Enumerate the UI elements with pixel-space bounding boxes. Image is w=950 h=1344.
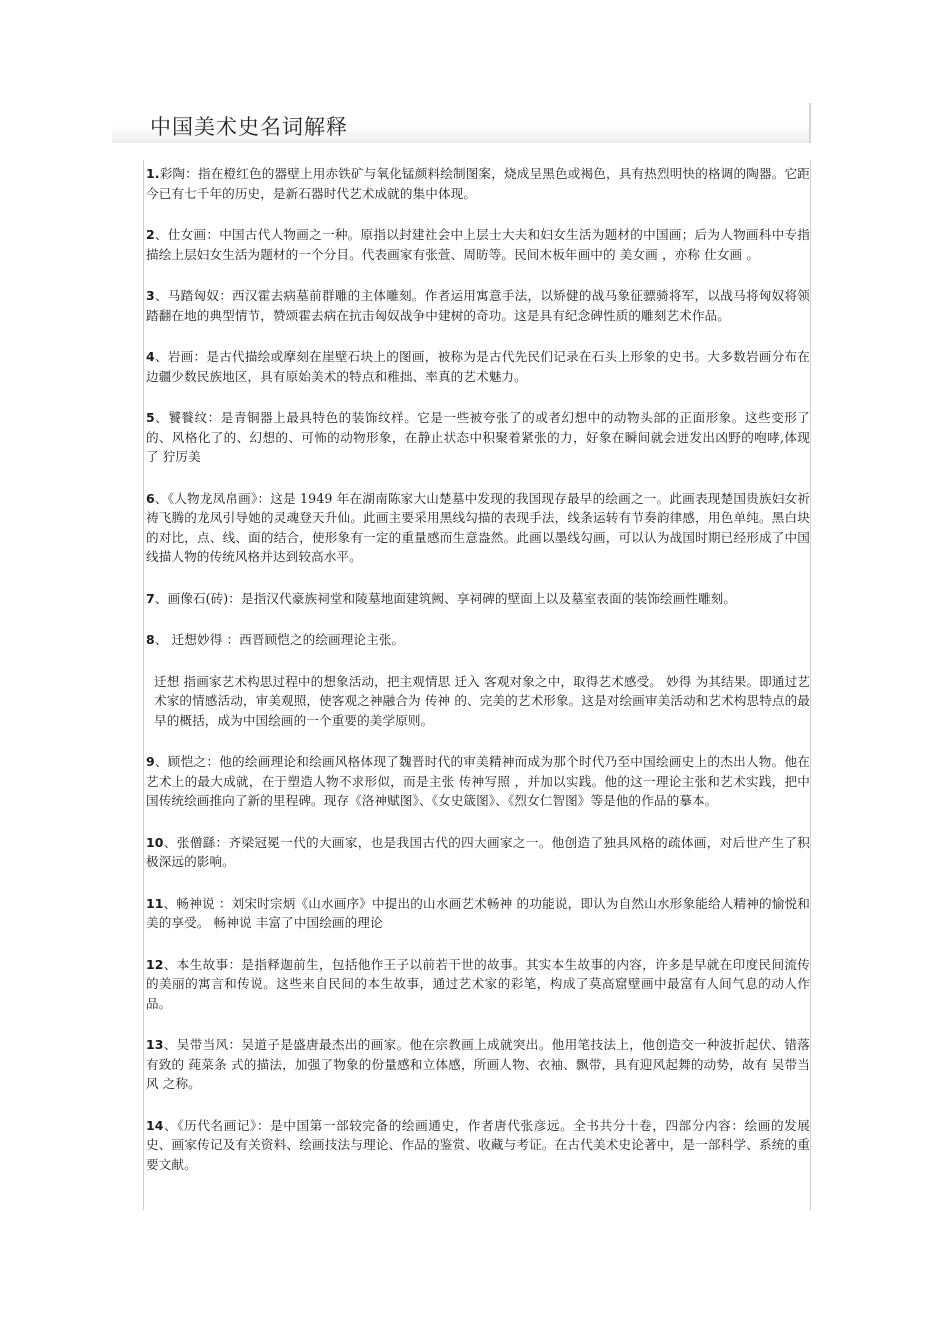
entry-5: [146, 408, 810, 467]
entry-text: 、顾恺之：他的绘画理论和绘画风格体现了魏晋时代的审美精神而成为那个时代乃至中国绘画史上的杰出人物。他在艺术上的最大成就，在于塑造人物不求形似，而是主张 传神写照 ，并加以实践。他的这一理论主张和艺术实践，把中国传统绘画推向了新的里程碑。现存《洛神赋图》、《女史箴图》、《烈女仁智图》等是他的作品的摹本。: [146, 754, 810, 808]
entry-text: 、仕女画：中国古代人物画之一种。原指以封建社会中上层士大夫和妇女生活为题材的中国画；后为人物画科中专指描绘上层妇女生活为题材的一个分目。代表画家有张萱、周昉等。民间木板年画中的 美女画 ，亦称 仕女画 。: [146, 227, 810, 262]
entry-text: 、畅神说 ：刘宋时宗炳《山水画序》中提出的山水画艺术畅神 的功能说，即认为自然山水形象能给人精神的愉悦和美的享受。 畅神说 丰富了中国绘画的理论: [146, 895, 810, 930]
entry-14: [146, 1116, 810, 1175]
document-body: [143, 160, 811, 1210]
entry-number: 7: [146, 590, 155, 606]
entry-8-detail: [146, 672, 810, 731]
entry-number: 8: [146, 632, 155, 647]
entry-11: [146, 894, 810, 933]
entry-9: [146, 752, 810, 811]
entry-number: 14: [146, 1117, 164, 1133]
entry-6: [146, 489, 810, 567]
entry-8: [146, 630, 810, 650]
entry-13: [146, 1035, 810, 1094]
entry-number: 5: [146, 410, 155, 425]
entry-4: [146, 347, 810, 386]
title-bar: [112, 103, 811, 143]
entry-2: [146, 225, 810, 264]
entry-number: 4: [146, 349, 155, 364]
entry-number: 9: [146, 754, 155, 769]
entry-7: [146, 589, 810, 609]
entry-12: [146, 955, 810, 1014]
entry-number: 3: [146, 288, 155, 303]
entry-text: 、饕餮纹：是青铜器上最具特色的装饰纹样。它是一些被夸张了的或者幻想中的动物头部的正面形象。这些变形了的、风格化了的、幻想的、可怖的动物形象，在静止状态中积聚着紧张的力，好象在瞬间就会迸发出凶野的咆哮,体现了 狞厉美: [146, 410, 810, 464]
entry-text: 、《人物龙凤帛画》：这是 1949 年在湖南陈家大山楚墓中发现的我国现存最早的绘画之一。此画表现楚国贵族妇女祈祷飞腾的龙凤引导她的灵魂登天升仙。此画主要采用黑线勾描的表现手法，线条运转有节奏韵律感，用色单纯。黑白块的对比，点、线、面的结合，使形象有一定的重量感而生意盎然。此画以墨线勾画，可以认为战国时期已经形成了中国线描人物的传统风格并达到较高水平。: [146, 490, 810, 564]
entry-text: 迁想 指画家艺术构思过程中的想象活动，把主观情思 迁入 客观对象之中，取得艺术感受。 妙得 为其结果。即通过艺术家的情感活动，审美观照，使客观之神融合为 传神 的、完美的艺术形象。这是对绘画审美活动和艺术构思特点的最早的概括，成为中国绘画的一个重要的美学原则。: [154, 673, 810, 728]
entry-text: 彩陶：指在橙红色的器壁上用赤铁矿与氧化锰颜料绘制图案，烧成呈黑色或褐色，具有热烈明快的格调的陶器。它距今已有七千年的历史，是新石器时代艺术成就的集中体现。: [146, 166, 810, 201]
entry-text: 、本生故事：是指释迦前生，包括他作王子以前若干世的故事。其实本生故事的内容，许多是早就在印度民间流传的美丽的寓言和传说。这些来自民间的本生故事，通过艺术家的彩笔，构成了莫高窟壁画中最富有人间气息的动人作品。: [146, 956, 810, 1011]
page-title: 中国美术史名词解释: [150, 115, 348, 139]
entry-text: 、岩画：是古代描绘或摩刻在崖壁石块上的图画，被称为是古代先民们记录在石头上形象的史书。大多数岩画分布在边疆少数民族地区，具有原始美术的特点和稚拙、率真的艺术魅力。: [146, 349, 810, 384]
entry-text: 、吴带当风：吴道子是盛唐最杰出的画家。他在宗教画上成就突出。他用笔技法上，他创造交一种波折起伏、错落有致的 莼菜条 式的描法，加强了物象的份量感和立体感，所画人物、衣袖、飘带，具有迎风起舞的动势，故有 吴带当风 之称。: [146, 1037, 810, 1091]
entry-number: 12: [146, 956, 164, 972]
entry-text: 、张僧繇：齐梁冠冕一代的大画家，也是我国古代的四大画家之一。他创造了独具风格的疏体画，对后世产生了积极深远的影响。: [146, 834, 810, 869]
entry-text: 、 迁想妙得 ：西晋顾恺之的绘画理论主张。: [154, 632, 405, 647]
entry-text: 、《历代名画记》：是中国第一部较完备的绘画通史，作者唐代张彦远。全书共分十卷，四部分内容：绘画的发展史、画家传记及有关资料、绘画技法与理论、作品的鉴赏、收藏与考证。在古代美术史论著中，是一部科学、系统的重要文献。: [146, 1117, 810, 1172]
entry-number: 10: [146, 834, 164, 850]
entry-text: 、马踏匈奴：西汉霍去病墓前群雕的主体雕刻。作者运用寓意手法，以矫健的战马象征骠骑将军，以战马将匈奴将领踏翻在地的典型情节，赞颂霍去病在抗击匈奴战争中建树的奇功。这是具有纪念碑性质的雕刻艺术作品。: [146, 288, 810, 323]
entry-1: [146, 164, 810, 203]
entry-number: 11: [146, 895, 164, 911]
entry-number: 13: [146, 1037, 164, 1052]
entry-number: 2: [146, 227, 155, 242]
entry-10: [146, 833, 810, 872]
entry-number: 6: [146, 490, 155, 506]
entry-3: [146, 286, 810, 325]
entry-number: 1.: [146, 166, 160, 181]
entry-text: 、画像石(砖)：是指汉代豪族祠堂和陵墓地面建筑阙、享祠碑的壁面上以及墓室表面的装饰绘画性雕刻。: [154, 590, 737, 606]
